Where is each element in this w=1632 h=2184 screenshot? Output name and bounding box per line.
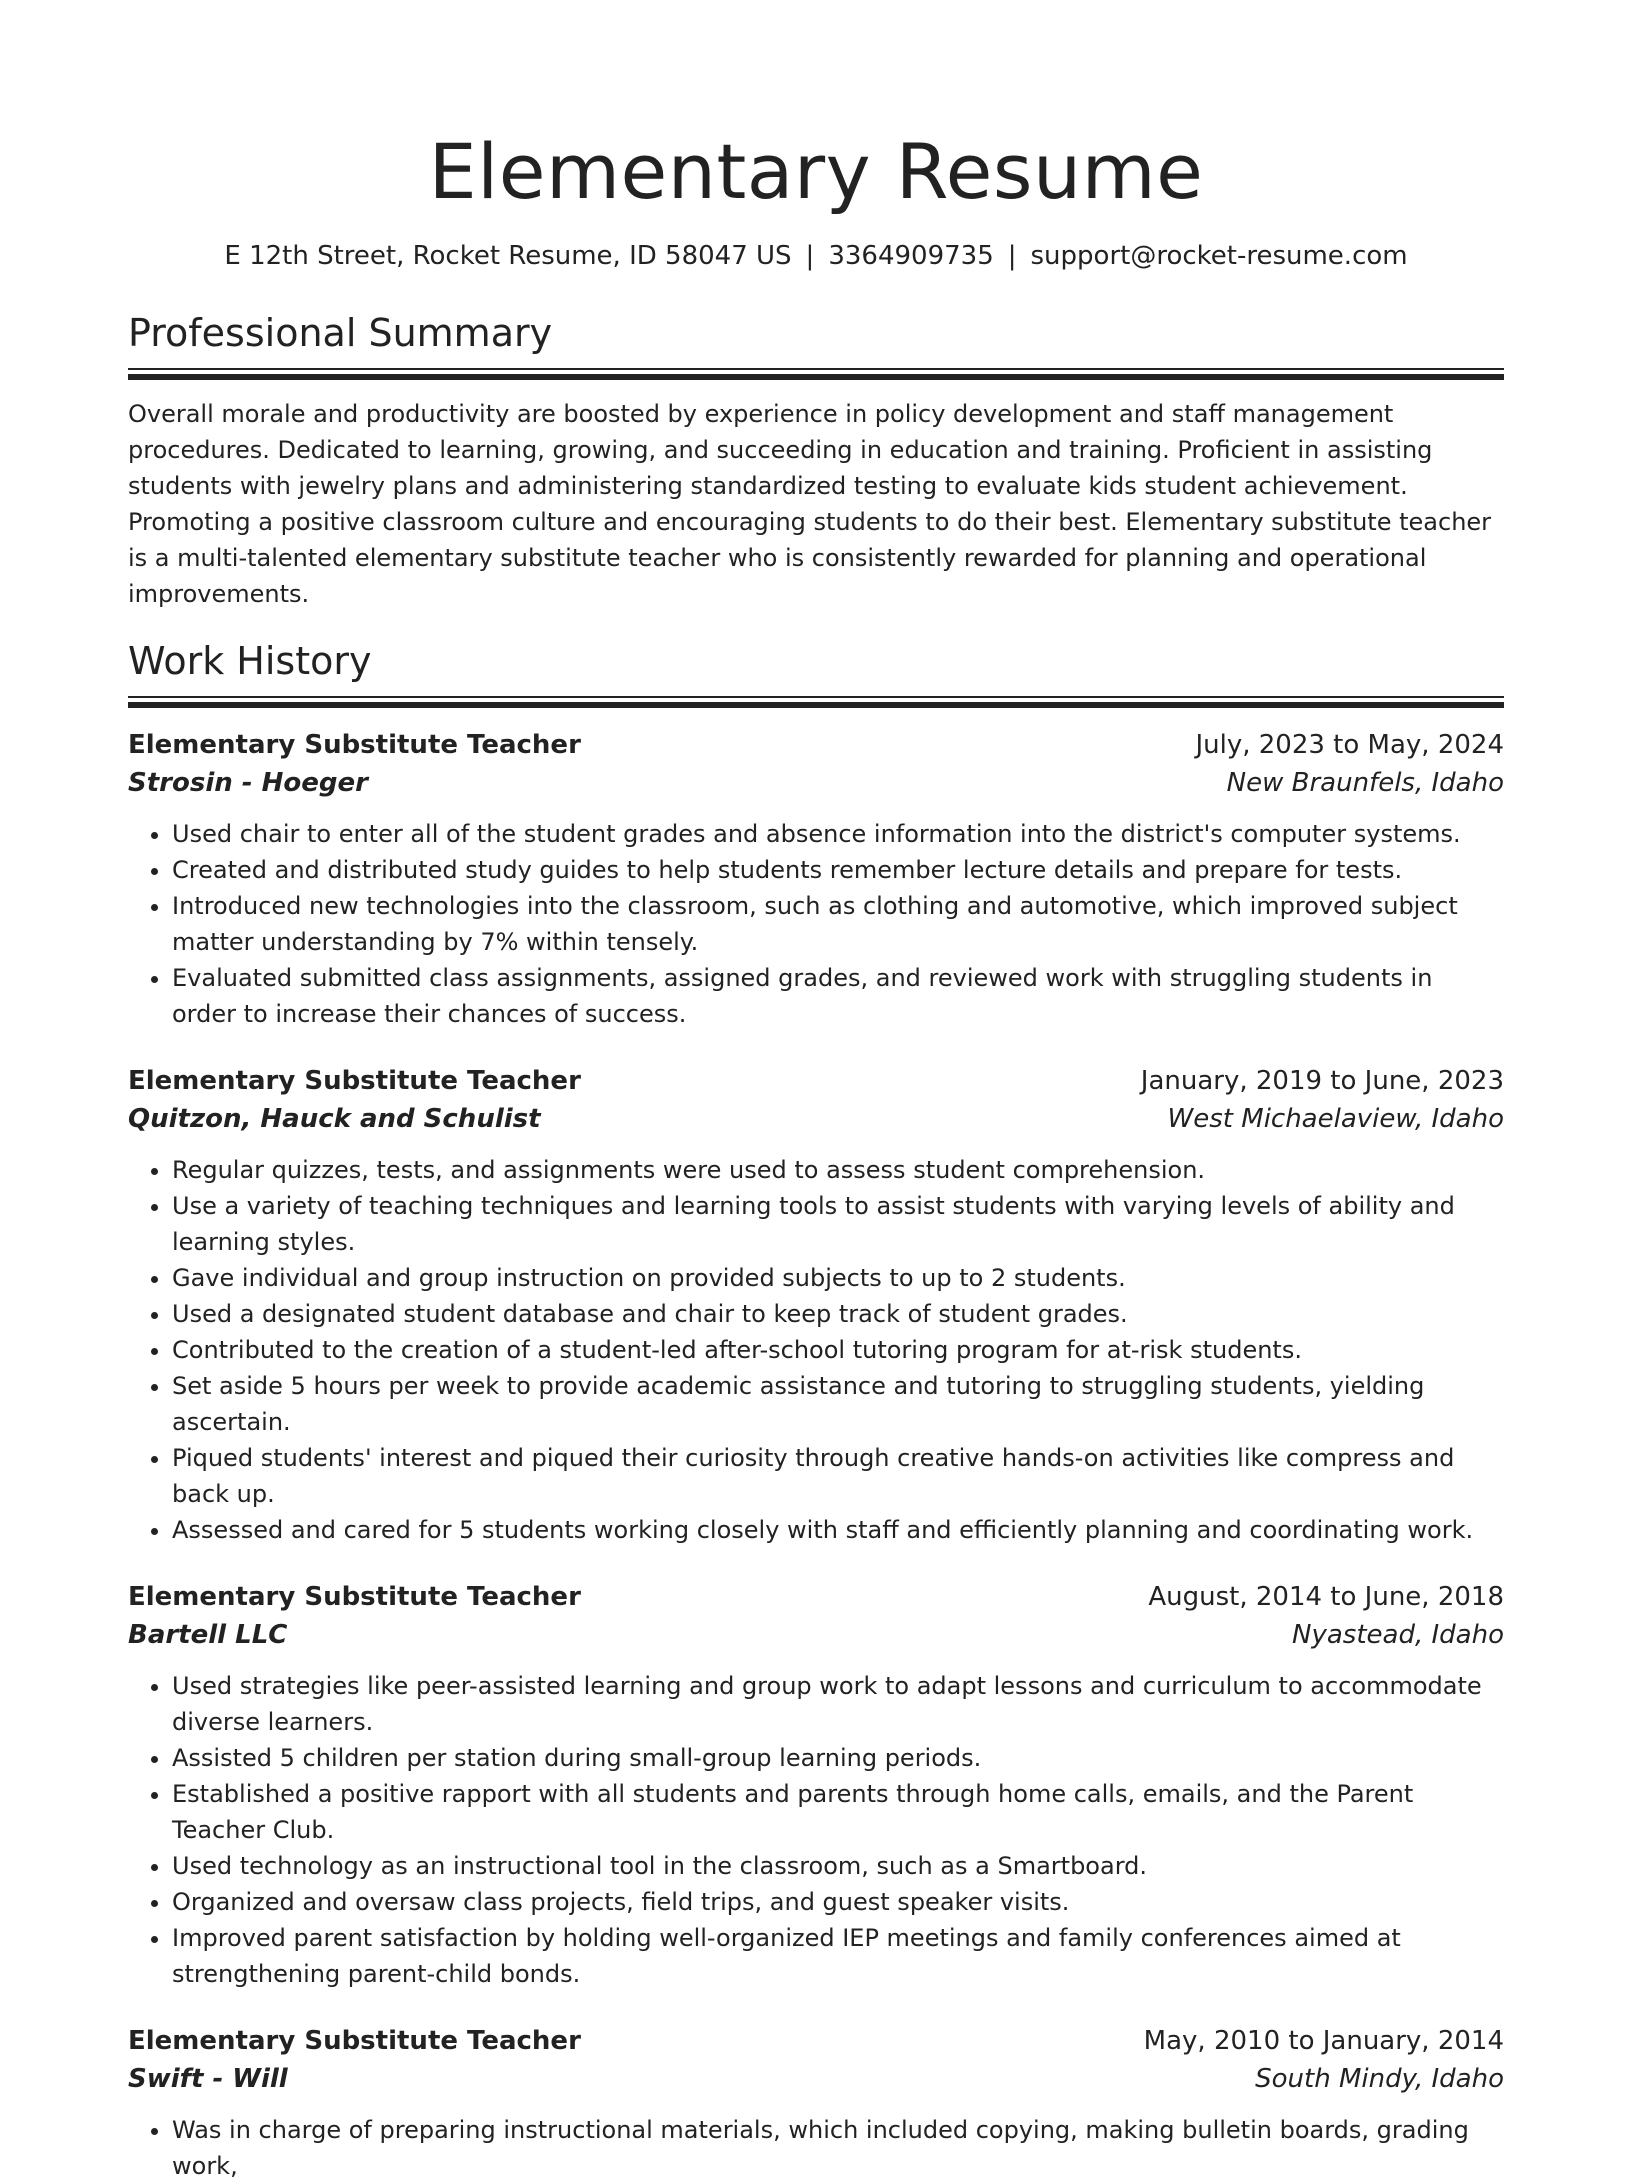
section-title-work-history: Work History xyxy=(128,639,372,683)
job-bullet: • Used a designated student database and chair to keep track of student grades. xyxy=(172,1296,1504,1332)
work-history-section xyxy=(128,636,1504,2184)
job-bullet: • Introduced new technologies into the classroom, such as clothing and automotive, which improved subject matter understanding by 7% within tensely. xyxy=(172,888,1504,960)
job-subheader-row xyxy=(128,764,1504,802)
job-bullet: • Gave individual and group instruction on provided subjects to up to 2 students. xyxy=(172,1260,1504,1296)
job-dates: May, 2010 to January, 2014 xyxy=(1143,2026,1504,2056)
job-bullet: • Used strategies like peer-assisted learning and group work to adapt lessons and curriculum to accommodate diverse learners. xyxy=(172,1668,1504,1740)
job-bullet-list xyxy=(128,2112,1504,2184)
contact-separator: | xyxy=(805,241,815,271)
job-bullet-list xyxy=(128,816,1504,1032)
job-entry xyxy=(128,726,1504,1032)
job-title: Elementary Substitute Teacher xyxy=(128,1582,581,1612)
job-bullet: • Assisted 5 children per station during small-group learning periods. xyxy=(172,1740,1504,1776)
job-dates: January, 2019 to June, 2023 xyxy=(1140,1066,1504,1096)
job-bullet: • Used chair to enter all of the student grades and absence information into the district's computer systems. xyxy=(172,816,1504,852)
job-bullet: • Was in charge of preparing instructional materials, which included copying, making bulletin boards, grading work, xyxy=(172,2112,1504,2184)
job-entry xyxy=(128,1062,1504,1548)
job-subheader-row xyxy=(128,1616,1504,1654)
job-location: New Braunfels, Idaho xyxy=(1226,768,1504,798)
section-divider-thick xyxy=(128,374,1504,380)
job-entry xyxy=(128,2022,1504,2184)
job-dates: July, 2023 to May, 2024 xyxy=(1195,730,1504,760)
job-header-row xyxy=(128,2022,1504,2060)
job-title: Elementary Substitute Teacher xyxy=(128,2026,581,2056)
job-company: Quitzon, Hauck and Schulist xyxy=(128,1104,541,1134)
job-company: Bartell LLC xyxy=(128,1620,288,1650)
job-subheader-row xyxy=(128,2060,1504,2098)
section-divider-thin xyxy=(128,368,1504,370)
job-bullet: • Used technology as an instructional tool in the classroom, such as a Smartboard. xyxy=(172,1848,1504,1884)
job-bullet: • Contributed to the creation of a student-led after-school tutoring program for at-risk students. xyxy=(172,1332,1504,1368)
job-bullet-list xyxy=(128,1152,1504,1548)
job-title: Elementary Substitute Teacher xyxy=(128,1066,581,1096)
section-title-summary: Professional Summary xyxy=(128,311,553,355)
professional-summary-section xyxy=(128,308,1504,612)
job-bullet: • Piqued students' interest and piqued their curiosity through creative hands-on activities like compress and back up. xyxy=(172,1440,1504,1512)
job-header-row xyxy=(128,726,1504,764)
job-subheader-row xyxy=(128,1100,1504,1138)
job-bullet: • Created and distributed study guides to help students remember lecture details and prepare for tests. xyxy=(172,852,1504,888)
job-title: Elementary Substitute Teacher xyxy=(128,730,581,760)
job-location: Nyastead, Idaho xyxy=(1292,1620,1504,1650)
resume-name: Elementary Resume xyxy=(428,127,1204,216)
job-bullet: • Use a variety of teaching techniques and learning tools to assist students with varying levels of ability and learning styles. xyxy=(172,1188,1504,1260)
job-bullet: • Organized and oversaw class projects, field trips, and guest speaker visits. xyxy=(172,1884,1504,1920)
job-company: Strosin - Hoeger xyxy=(128,768,368,798)
section-divider-thick xyxy=(128,702,1504,708)
job-bullet: • Established a positive rapport with all students and parents through home calls, emails, and the Parent Teacher Club. xyxy=(172,1776,1504,1848)
job-bullet: • Set aside 5 hours per week to provide academic assistance and tutoring to struggling students, yielding ascertain. xyxy=(172,1368,1504,1440)
job-location: South Mindy, Idaho xyxy=(1255,2064,1504,2094)
job-bullet: • Improved parent satisfaction by holding well-organized IEP meetings and family conferences aimed at strengthening parent-child bonds. xyxy=(172,1920,1504,1992)
section-divider-thin xyxy=(128,696,1504,698)
contact-separator: | xyxy=(1007,241,1017,271)
job-bullet: • Evaluated submitted class assignments, assigned grades, and reviewed work with struggling students in order to increase their chances of success. xyxy=(172,960,1504,1032)
contact-address: E 12th Street, Rocket Resume, ID 58047 US xyxy=(224,241,792,271)
job-company: Swift - Will xyxy=(128,2064,288,2094)
job-dates: August, 2014 to June, 2018 xyxy=(1148,1582,1504,1612)
contact-line xyxy=(128,238,1504,274)
contact-email: support@rocket-resume.com xyxy=(1030,241,1408,271)
job-header-row xyxy=(128,1062,1504,1100)
job-entry xyxy=(128,1578,1504,1992)
summary-text: Overall morale and productivity are boosted by experience in policy development and staff management procedures. Dedicated to learning, growing, and succeeding in education and training. Proficient in assisting students with jewelry plans and administering standardized testing to evaluate kids student achievement. Promoting a positive classroom culture and encouraging students to do their best. Elementary substitute teacher is a multi-talented elementary substitute teacher who is consistently rewarded for planning and operational improvements. xyxy=(128,400,1492,608)
job-bullet-list xyxy=(128,1668,1504,1992)
job-bullet: • Assessed and cared for 5 students working closely with staff and efficiently planning and coordinating work. xyxy=(172,1512,1504,1548)
contact-phone: 3364909735 xyxy=(828,241,994,271)
job-bullet: • Regular quizzes, tests, and assignments were used to assess student comprehension. xyxy=(172,1152,1504,1188)
job-header-row xyxy=(128,1578,1504,1616)
job-location: West Michaelaview, Idaho xyxy=(1167,1104,1504,1134)
